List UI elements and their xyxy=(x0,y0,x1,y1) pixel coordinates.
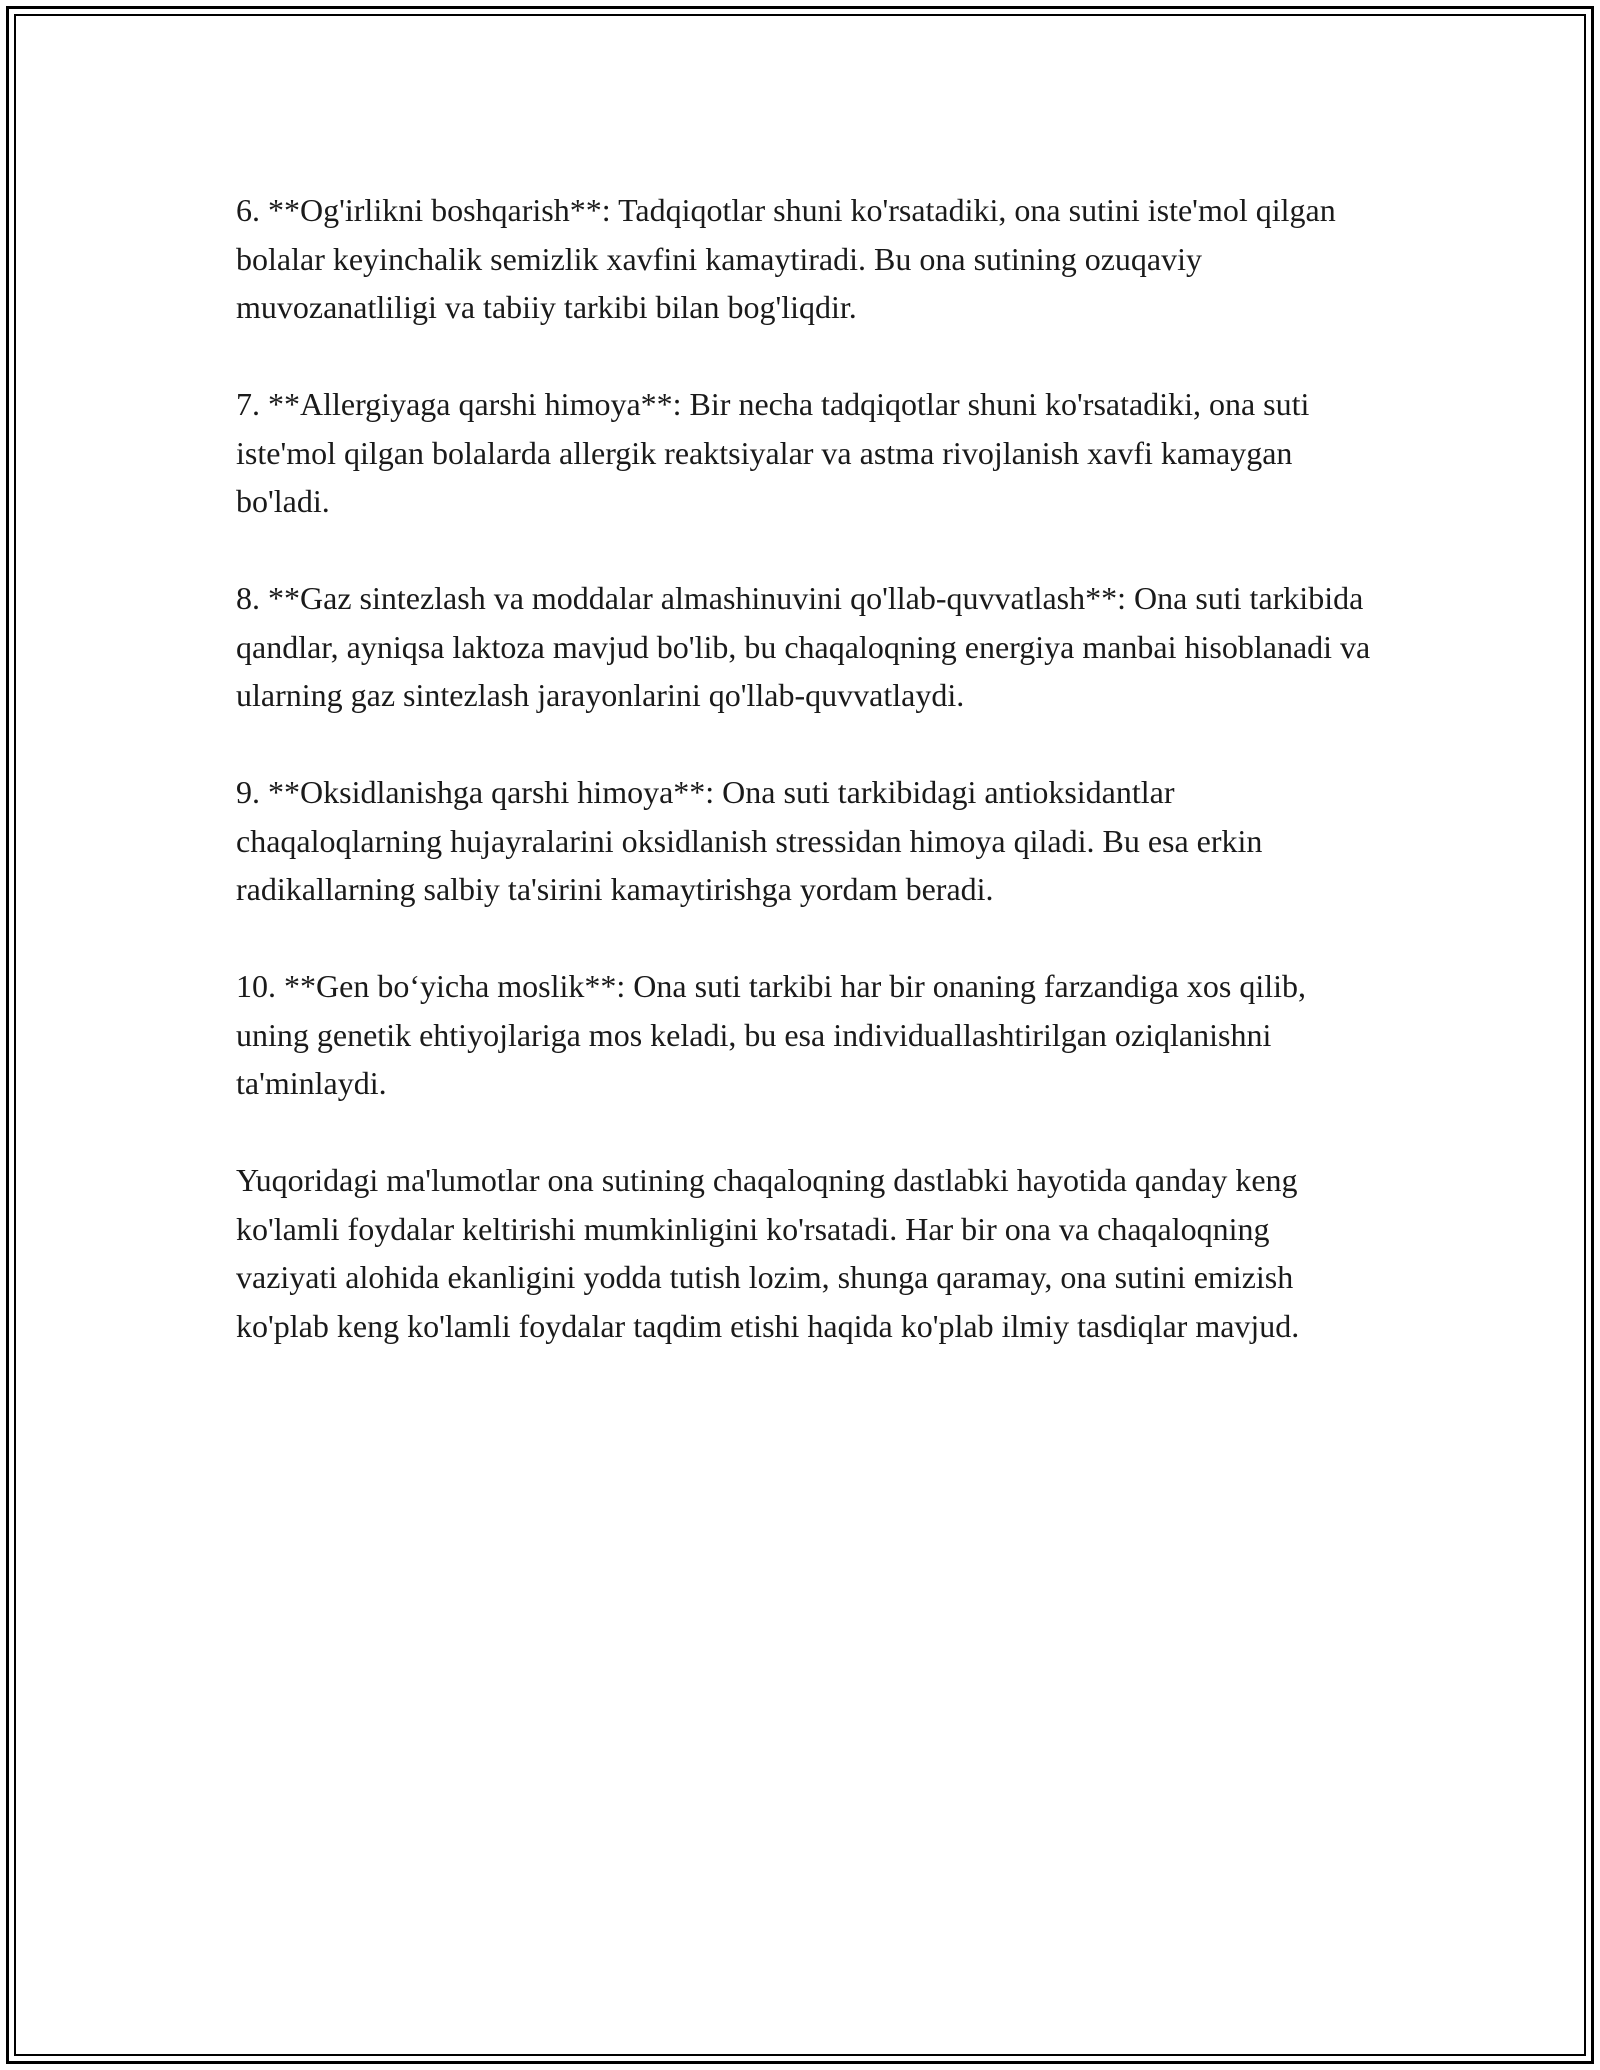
paragraph-allergy-protection: 7. **Allergiyaga qarshi himoya**: Bir necha tadqiqotlar shuni ko'rsatadiki, ona suti iste'mol qilgan bolalarda allergik reaktsiyalar va astma rivojlanish xavfi kamaygan bo'ladi. xyxy=(236,386,1310,519)
document-body xyxy=(236,186,1376,1399)
paragraph-conclusion: Yuqoridagi ma'lumotlar ona sutining chaqaloqning dastlabki hayotida qanday keng ko'lamli foydalar keltirishi mumkinligini ko'rsatadi. Har bir ona va chaqaloqning vaziyati alohida ekanligini yodda tutish lozim, shunga qaramay, ona sutini emizish ko'plab keng ko'lamli foydalar taqdim etishi haqida ko'plab ilmiy tasdiqlar mavjud. xyxy=(236,1162,1300,1344)
paragraph-weight-control: 6. **Og'irlikni boshqarish**: Tadqiqotlar shuni ko'rsatadiki, ona sutini iste'mol qilgan bolalar keyinchalik semizlik xavfini kamaytiradi. Bu ona sutining ozuqaviy muvozanatliligi va tabiiy tarkibi bilan bog'liqdir. xyxy=(236,192,1336,325)
paragraph-genetic-match: 10. **Gen bo‘yicha moslik**: Ona suti tarkibi har bir onaning farzandiga xos qilib, uning genetik ehtiyojlariga mos keladi, bu esa individuallashtirilgan oziqlanishni ta'minlaydi. xyxy=(236,968,1306,1101)
paragraph-gas-synthesis: 8. **Gaz sintezlash va moddalar almashinuvini qo'llab-quvvatlash**: Ona suti tarkibida qandlar, ayniqsa laktoza mavjud bo'lib, bu chaqaloqning energiya manbai hisoblanadi va ularning gaz sintezlash jarayonlarini qo'llab-quvvatlaydi. xyxy=(236,580,1371,713)
paragraph-oxidation-protection: 9. **Oksidlanishga qarshi himoya**: Ona suti tarkibidagi antioksidantlar chaqaloqlarning hujayralarini oksidlanish stressidan himoya qiladi. Bu esa erkin radikallarning salbiy ta'sirini kamaytirishga yordam beradi. xyxy=(236,774,1263,907)
